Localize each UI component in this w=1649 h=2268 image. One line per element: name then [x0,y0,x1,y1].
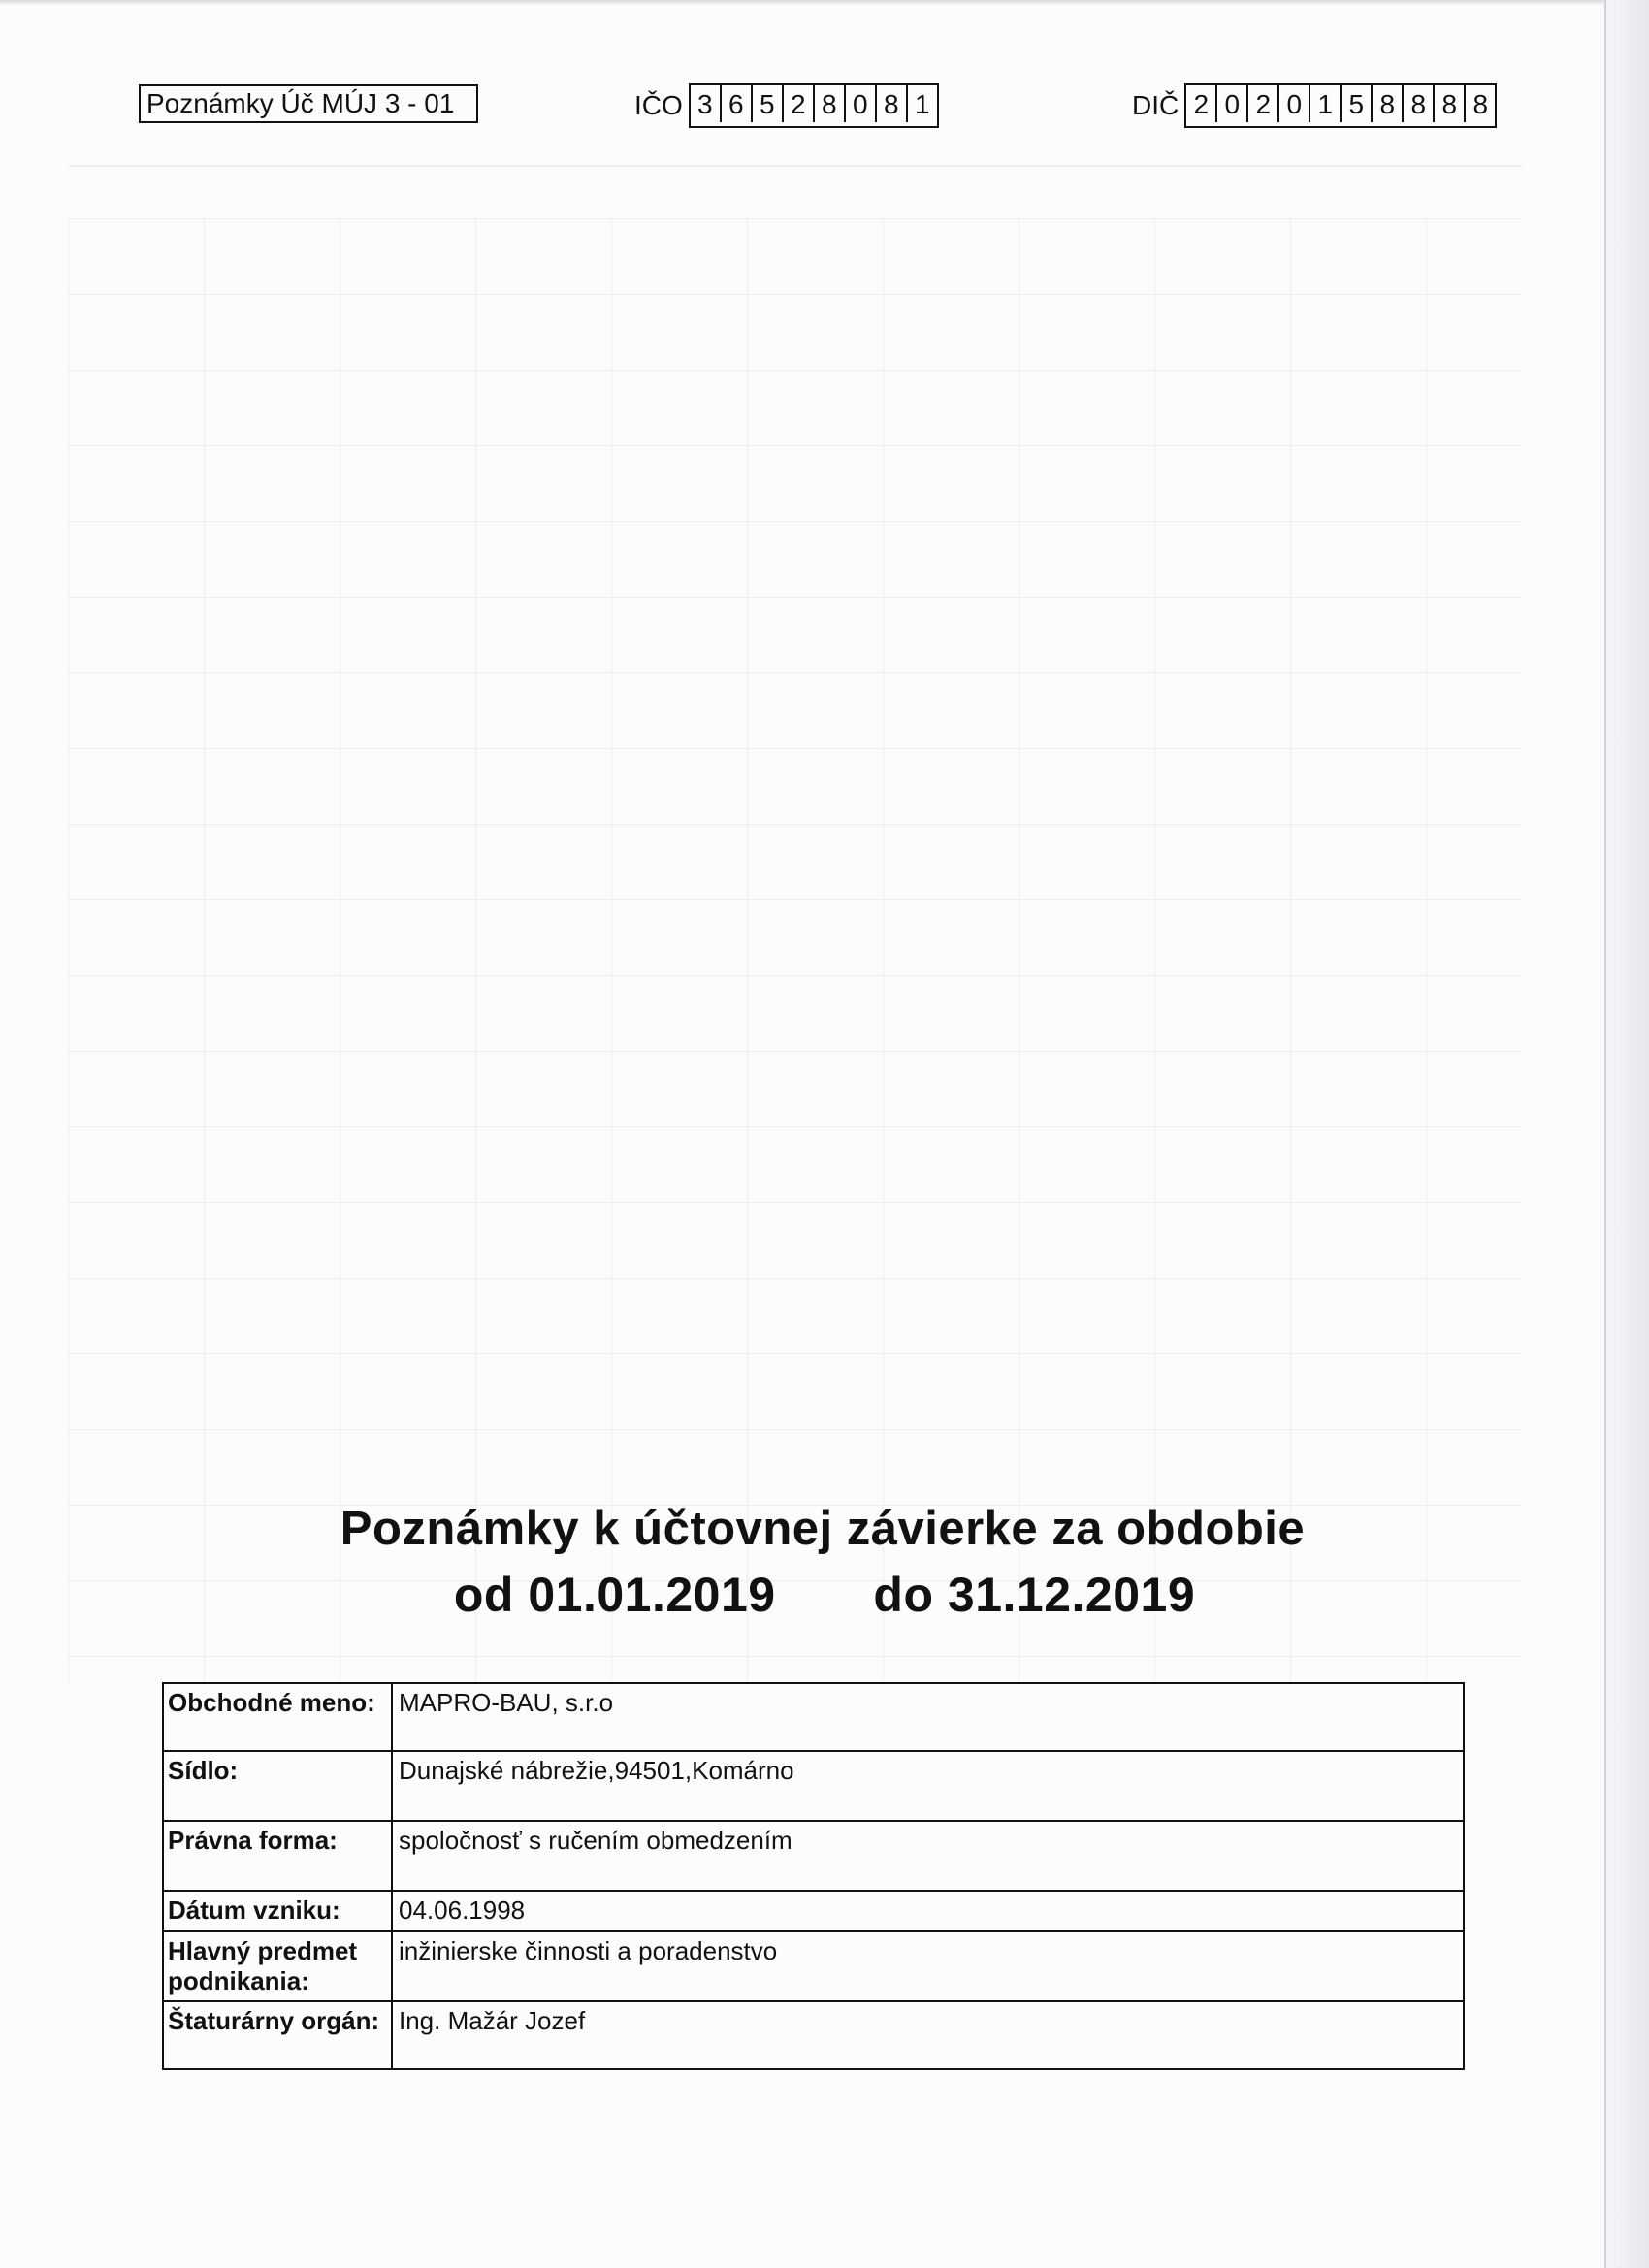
ico-digit: 5 [753,85,784,122]
dic-digit: 8 [1472,89,1489,119]
ico-digit-boxes [689,83,939,128]
dic-field [1132,83,1497,128]
table-row [163,1683,1464,1751]
ico-digit: 2 [784,85,815,122]
show-through-line [68,165,1523,167]
row-label: Právna forma: [163,1821,392,1891]
period-line [291,1567,1358,1623]
row-label: Hlavný predmet podnikania: [163,1931,392,2001]
dic-label: DIČ [1132,90,1180,120]
row-label: Sídlo: [163,1751,392,1821]
row-value: MAPRO-BAU, s.r.o [392,1683,1464,1751]
show-through-table [68,218,1523,1683]
dic-digit: 2 [1186,85,1217,122]
ico-digit: 8 [877,85,908,122]
dic-digit: 2 [1248,85,1279,122]
dic-digit-boxes [1184,83,1497,128]
ico-label: IČO [634,90,683,120]
dic-digit: 5 [1342,85,1373,122]
ico-field [634,83,939,128]
ico-digit: 8 [815,85,846,122]
ico-digit: 3 [691,85,722,122]
ico-digit: 0 [846,85,877,122]
ico-digit: 6 [722,85,753,122]
table-row [163,1931,1464,2001]
from-label: od [453,1568,514,1622]
row-value: spoločnosť s ručením obmedzením [392,1821,1464,1891]
form-code-box: Poznámky Úč MÚJ 3 - 01 [139,84,478,123]
dic-digit: 8 [1435,85,1466,122]
from-date: 01.01.2019 [528,1568,776,1622]
dic-digit: 8 [1404,85,1435,122]
table-row [163,1751,1464,1821]
row-value: Dunajské nábrežie,94501,Komárno [392,1751,1464,1821]
to-date: 31.12.2019 [947,1568,1196,1622]
table-row [163,2001,1464,2069]
dic-digit: 0 [1279,85,1310,122]
scan-right-edge [1604,0,1649,2268]
dic-digit: 8 [1373,85,1404,122]
dic-digit: 0 [1217,85,1248,122]
to-label: do [873,1568,934,1622]
row-label: Dátum vzniku: [163,1891,392,1931]
row-value: 04.06.1998 [392,1891,1464,1931]
table-row [163,1891,1464,1931]
company-info-table [162,1682,1465,2070]
ico-digit: 1 [914,89,930,119]
row-value: Ing. Mažár Jozef [392,2001,1464,2069]
document-title: Poznámky k účtovnej závierke za obdobie [340,1503,1306,1555]
row-label: Štaturárny orgán: [163,2001,392,2069]
row-value: inžinierske činnosti a poradenstvo [392,1931,1464,2001]
scan-top-edge [0,0,1649,6]
row-label: Obchodné meno: [163,1683,392,1751]
table-row [163,1821,1464,1891]
dic-digit: 1 [1310,85,1342,122]
